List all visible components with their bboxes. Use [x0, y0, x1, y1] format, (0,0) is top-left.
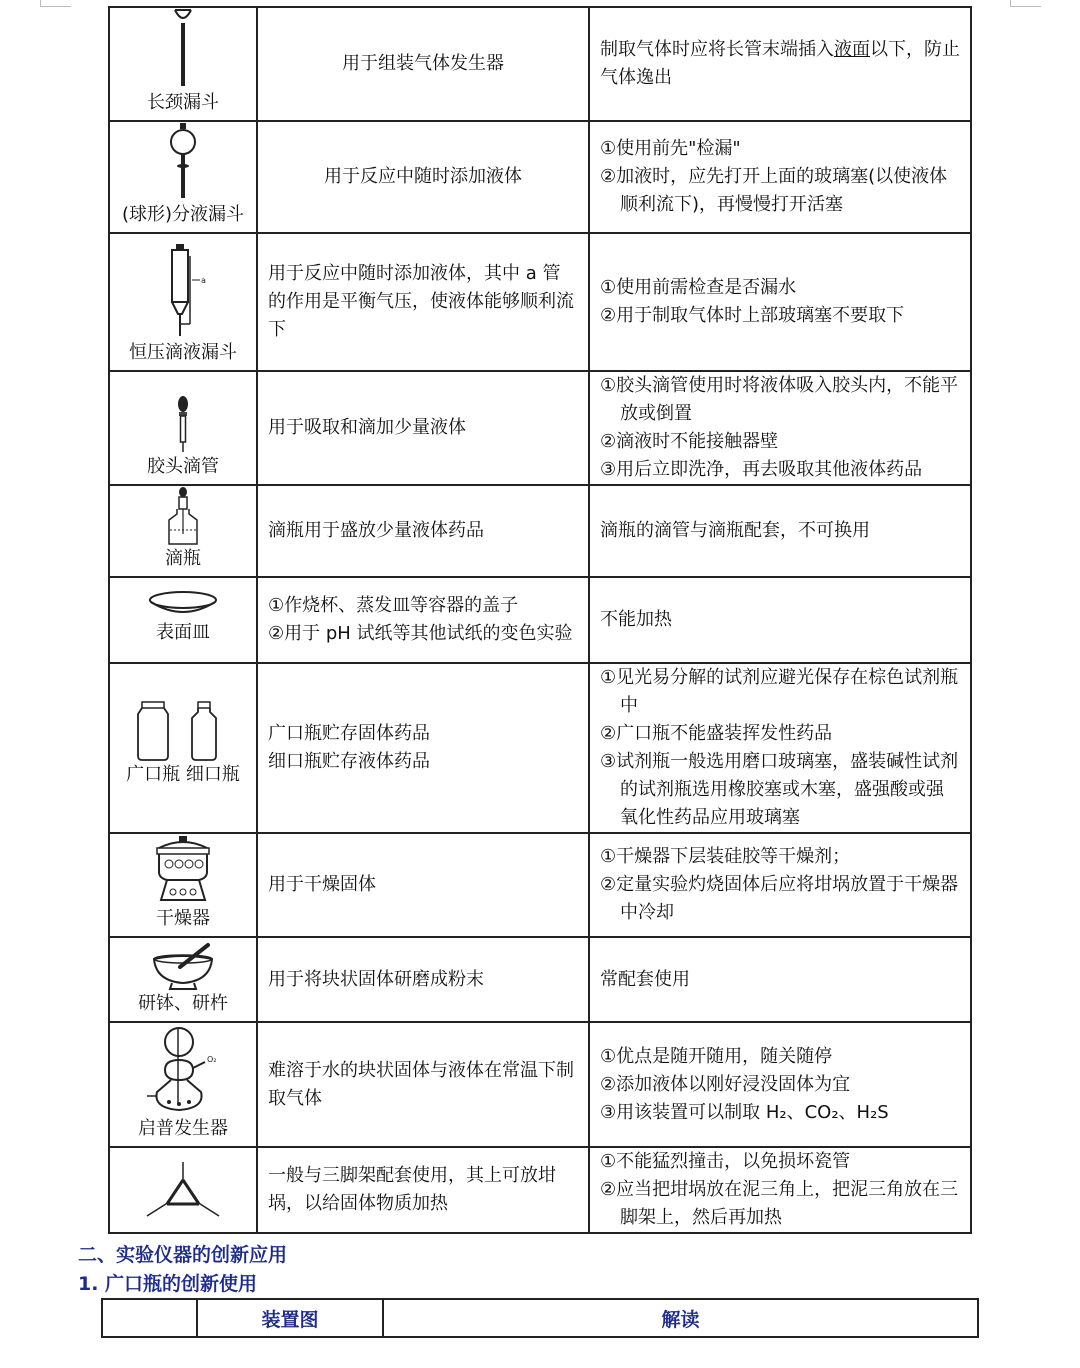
instrument-name: 研钵、研杵	[138, 993, 228, 1014]
instrument-name: 表面皿	[156, 622, 210, 643]
subsection-heading: 1. 广口瓶的创新使用	[78, 1273, 258, 1295]
notes-cell: ①干燥器下层装硅胶等干燥剂； ②定量实验灼烧固体后应将坩埚放置于干燥器中冷却	[589, 833, 971, 937]
usage-cell: ①作烧杯、蒸发皿等容器的盖子 ②用于 pH 试纸等其他试纸的变色实验	[257, 577, 589, 663]
corner-mark-left	[40, 0, 71, 7]
instrument-table	[108, 6, 972, 1234]
dropper-icon	[168, 394, 198, 454]
watch-glass-icon	[147, 588, 219, 620]
svg-text:a: a	[201, 276, 206, 285]
table-row	[109, 833, 971, 937]
notes-cell: 常配套使用	[589, 937, 971, 1022]
svg-text:O₂: O₂	[207, 1055, 217, 1064]
header-cell-interpretation: 解读	[383, 1299, 978, 1337]
instrument-name: 胶头滴管	[147, 456, 219, 477]
table-row	[109, 1022, 971, 1147]
table-row	[109, 233, 971, 371]
corner-mark-right	[1010, 0, 1041, 7]
reagent-bottles-icon	[128, 700, 238, 762]
table-row	[109, 485, 971, 577]
table-row	[109, 937, 971, 1022]
table-row	[109, 1147, 971, 1233]
clay-triangle-icon	[145, 1160, 221, 1220]
mortar-pestle-icon	[150, 941, 216, 991]
instrument-name: 长颈漏斗	[147, 92, 219, 113]
long-neck-funnel-icon	[163, 8, 203, 90]
table-row	[109, 371, 971, 485]
separatory-funnel-icon	[163, 122, 203, 202]
usage-cell: 难溶于水的块状固体与液体在常温下制取气体	[257, 1022, 589, 1147]
usage-cell: 用于组装气体发生器	[257, 7, 589, 121]
section-heading: 二、实验仪器的创新应用	[78, 1244, 288, 1266]
notes-cell: ①使用前先"检漏" ②加液时，应先打开上面的玻璃塞(以使液体顺利流下)，再慢慢打开活塞	[589, 121, 971, 233]
notes-cell: 制取气体时应将长管末端插入液面以下，防止气体逸出	[589, 7, 971, 121]
usage-cell: 一般与三脚架配套使用，其上可放坩埚，以给固体物质加热	[257, 1147, 589, 1233]
usage-cell: 用于吸取和滴加少量液体	[257, 371, 589, 485]
notes-cell: 滴瓶的滴管与滴瓶配套，不可换用	[589, 485, 971, 577]
table-header-row	[102, 1299, 978, 1337]
notes-cell: 不能加热	[589, 577, 971, 663]
desiccator-icon	[151, 834, 215, 906]
notes-cell: ①不能猛烈撞击，以免损坏瓷管 ②应当把坩埚放在泥三角上，把泥三角放在三脚架上，然后再加热	[589, 1147, 971, 1233]
instrument-name: 干燥器	[156, 908, 210, 929]
instrument-name: 恒压滴液漏斗	[129, 342, 237, 363]
instrument-name: 启普发生器	[138, 1118, 228, 1139]
usage-cell: 滴瓶用于盛放少量液体药品	[257, 485, 589, 577]
usage-cell: 广口瓶贮存固体药品 细口瓶贮存液体药品	[257, 663, 589, 833]
notes-cell: ①见光易分解的试剂应避光保存在棕色试剂瓶中 ②广口瓶不能盛装挥发性药品 ③试剂瓶一般选用磨口玻璃塞，盛装碱性试剂的试剂瓶选用橡胶塞或木塞，盛强酸或强氧化性药品应用玻璃塞	[589, 663, 971, 833]
notes-cell: ①胶头滴管使用时将液体吸入胶头内，不能平放或倒置 ②滴液时不能接触器壁 ③用后立即洗净，再去吸取其他液体药品	[589, 371, 971, 485]
notes-cell: ①使用前需检查是否漏水 ②用于制取气体时上部玻璃塞不要取下	[589, 233, 971, 371]
instrument-name: 滴瓶	[165, 548, 201, 569]
table-row	[109, 7, 971, 121]
instrument-name: 广口瓶 细口瓶	[126, 764, 240, 785]
notes-cell: ①优点是随开随用，随关随停 ②添加液体以刚好浸没固体为宜 ③用该装置可以制取 H₂、CO₂、H₂S	[589, 1022, 971, 1147]
instrument-name: (球形)分液漏斗	[121, 204, 245, 225]
usage-cell: 用于反应中随时添加液体，其中 a 管的作用是平衡气压，使液体能够顺利流下	[257, 233, 589, 371]
usage-cell: 用于反应中随时添加液体	[257, 121, 589, 233]
header-cell-diagram: 装置图	[197, 1299, 383, 1337]
usage-cell: 用于干燥固体	[257, 833, 589, 937]
header-cell-empty	[102, 1299, 197, 1337]
wide-mouth-bottle-table	[101, 1298, 979, 1338]
usage-cell: 用于将块状固体研磨成粉末	[257, 937, 589, 1022]
table-row	[109, 121, 971, 233]
dropping-bottle-icon	[165, 486, 201, 546]
pressure-equalizing-funnel-icon	[158, 242, 208, 340]
table-row	[109, 577, 971, 663]
kipp-apparatus-icon	[143, 1024, 223, 1116]
table-row	[109, 663, 971, 833]
